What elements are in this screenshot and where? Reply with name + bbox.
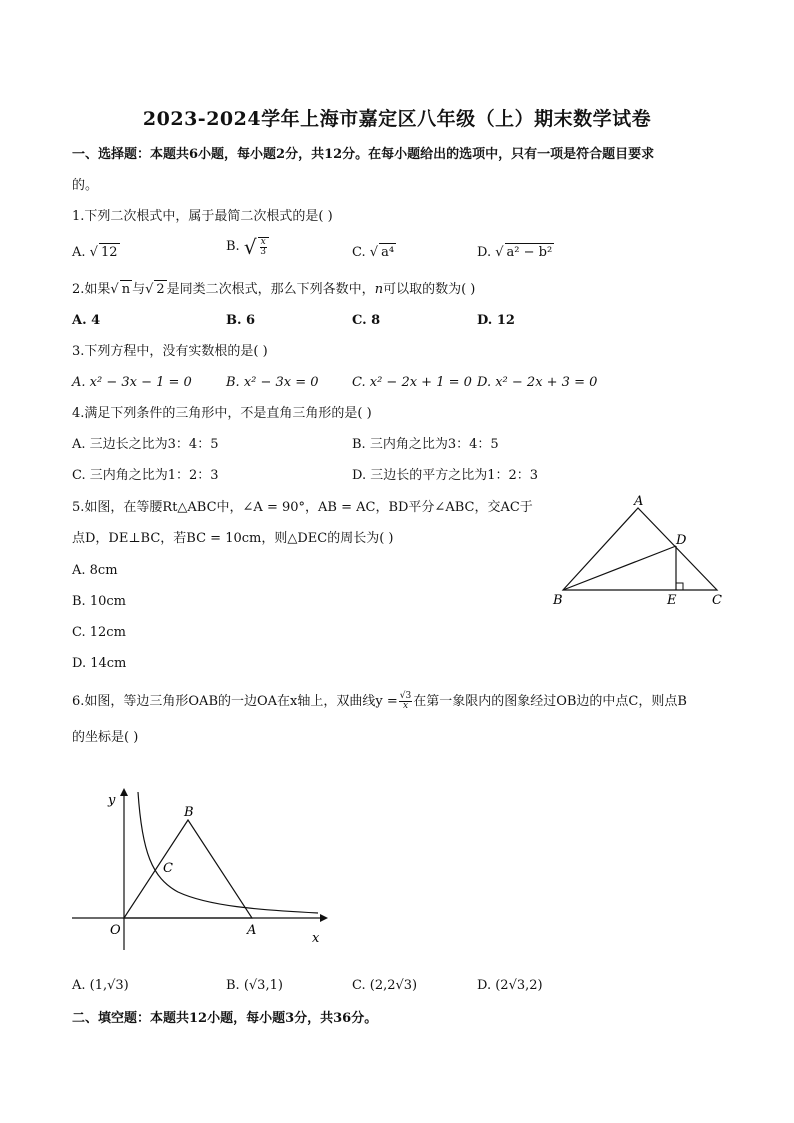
q5-label-b: B <box>553 593 563 608</box>
q6-hyperbola-curve <box>138 792 318 913</box>
q3-stem: 3.下列方程中，没有实数根的是( ) <box>72 344 268 359</box>
q1-option-b-den: 3 <box>260 247 266 257</box>
section1-header-cont: 的。 <box>72 178 99 193</box>
q2-var-n: n <box>374 282 384 297</box>
q4-stem: 4.满足下列条件的三角形中，不是直角三角形的是( ) <box>72 406 372 421</box>
q1-option-b: B. √ $\frac{x}{3}$ <box>226 237 269 257</box>
q6-coordinate-figure <box>68 782 338 950</box>
q6-x-axis-arrow <box>320 914 328 922</box>
q2-radicand-2: 2 <box>156 282 165 297</box>
q6-option-d: D. (2√3,2) <box>477 978 543 993</box>
q6-label-a: A <box>247 923 257 938</box>
q5-label-d: D <box>676 533 687 548</box>
q6-option-b: B. (√3,1) <box>226 978 283 993</box>
q1-option-d: D. √ a² − b² <box>477 245 553 260</box>
q2-option-b: B. 6 <box>226 313 256 328</box>
q2-stem-end: 可以取的数为( ) <box>383 282 476 297</box>
q6-label-y: y <box>108 793 116 808</box>
q1-option-d-label: D. <box>477 245 492 260</box>
q4-option-c: C. 三内角之比为1：2：3 <box>72 468 219 483</box>
q5-label-a: A <box>634 494 644 509</box>
q1-option-a-radicand: 12 <box>100 245 118 260</box>
q5-triangle-figure <box>548 494 728 612</box>
q6-stem-line1 <box>72 692 687 711</box>
q5-segment-bd <box>563 546 676 590</box>
q1-option-c-radicand: a⁴ <box>381 245 395 260</box>
q5-label-c: C <box>712 593 722 608</box>
q1-option-b-label: B. <box>226 239 240 254</box>
q2-radicand-n: n <box>121 282 131 297</box>
q6-option-a: A. (1,√3) <box>72 978 129 993</box>
q4-option-b: B. 三内角之比为3：4：5 <box>352 437 499 452</box>
q6-stem-pre: 6.如图，等边三角形OAB的一边OA在x轴上，双曲线y = <box>72 694 398 709</box>
q6-frac-den: x <box>402 701 409 711</box>
q1-option-a: A. √ 12 <box>72 245 118 260</box>
section2-header: 二、填空题：本题共12小题，每小题3分，共36分。 <box>72 1011 378 1026</box>
q6-label-b: B <box>184 805 194 820</box>
q5-right-angle-mark <box>676 583 683 590</box>
q6-label-o: O <box>110 923 121 938</box>
q6-option-c: C. (2,2√3) <box>352 978 418 993</box>
q5-triangle-abc <box>563 508 717 590</box>
q1-option-a-label: A. <box>72 245 86 260</box>
q5-stem-line2: 点D，DE⊥BC，若BC = 10cm，则△DEC的周长为( ) <box>72 531 394 546</box>
q3-option-a: A. x² − 3x − 1 = 0 <box>72 375 192 390</box>
q5-label-e: E <box>667 593 677 608</box>
q1-option-d-radicand: a² − b² <box>506 245 553 260</box>
q2-stem: 2.如果√ n 与√ 2 是同类二次根式，那么下列各数中，n可以取的数为( ) <box>72 282 476 297</box>
q1-option-c: C. √ a⁴ <box>352 245 395 260</box>
q2-option-d: D. 12 <box>477 313 515 328</box>
q2-option-a: A. 4 <box>72 313 101 328</box>
q1-stem: 1.下列二次根式中，属于最简二次根式的是( ) <box>72 209 333 224</box>
q4-option-a: A. 三边长之比为3：4：5 <box>72 437 219 452</box>
q2-stem-mid: 与 <box>132 282 146 297</box>
q1-option-b-num: x <box>260 237 266 247</box>
q6-frac-num: √3 <box>399 691 412 701</box>
q5-stem-line1: 5.如图，在等腰Rt△ABC中，∠A = 90°，AB = AC，BD平分∠ABC，交AC于 <box>72 500 533 515</box>
section1-header: 一、选择题：本题共6小题，每小题2分，共12分。在每小题给出的选项中，只有一项是符合题目要求 <box>72 147 655 162</box>
q2-stem-post: 是同类二次根式，那么下列各数中， <box>166 282 375 297</box>
q6-stem-post: 在第一象限内的图象经过OB边的中点C，则点B <box>413 694 687 709</box>
q4-option-d: D. 三边长的平方之比为1：2：3 <box>352 468 539 483</box>
q6-label-c: C <box>163 861 173 876</box>
q6-label-x: x <box>312 931 320 946</box>
q2-option-c: C. 8 <box>352 313 381 328</box>
q6-y-axis-arrow <box>120 788 128 796</box>
page-title: 2023-2024学年上海市嘉定区八年级（上）期末数学试卷 <box>142 108 652 130</box>
q3-option-b: B. x² − 3x = 0 <box>226 375 319 390</box>
q5-option-d: D. 14cm <box>72 656 127 671</box>
q5-option-c: C. 12cm <box>72 625 126 640</box>
q5-option-b: B. 10cm <box>72 594 126 609</box>
q6-stem-line2: 的坐标是( ) <box>72 730 139 745</box>
q3-option-c: C. x² − 2x + 1 = 0 <box>352 375 472 390</box>
q5-option-a: A. 8cm <box>72 563 118 578</box>
q2-stem-pre: 2.如果 <box>72 282 111 297</box>
q3-option-d: D. x² − 2x + 3 = 0 <box>477 375 598 390</box>
q1-option-c-label: C. <box>352 245 366 260</box>
